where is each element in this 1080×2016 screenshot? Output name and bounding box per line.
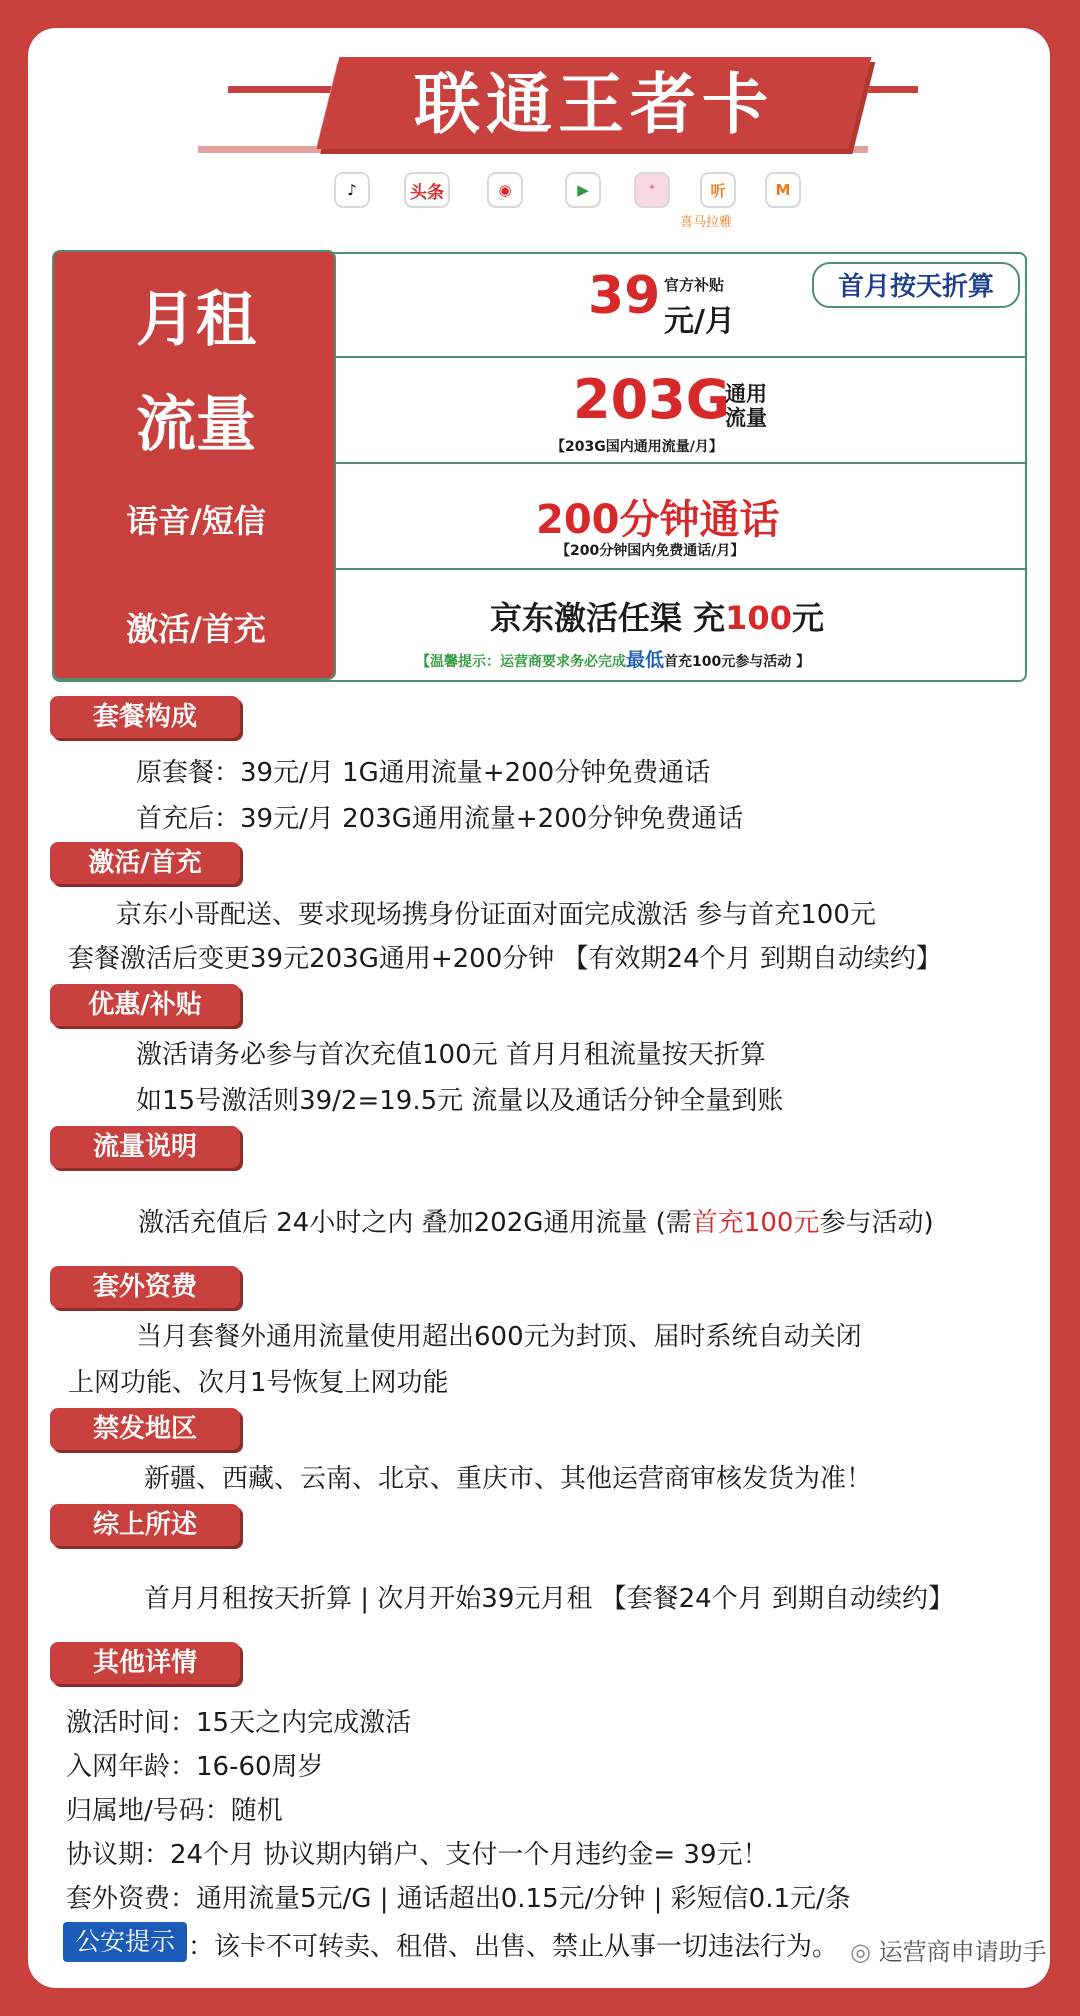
details-line-3: 归属地/号码：随机 <box>66 1796 283 1826</box>
voice-label: 语音/短信 <box>126 502 266 540</box>
netease-music-icon: ◉ <box>487 172 523 208</box>
section-tag-details: 其他详情 <box>50 1642 240 1684</box>
wechat-icon: ◎ <box>850 1938 879 1966</box>
bilibili-icon: ᐩ <box>634 172 670 208</box>
section-tag-data-desc: 流量说明 <box>50 1126 240 1168</box>
poster-card <box>28 28 1050 1988</box>
watermark: ◎ 运营商申请助手 <box>850 1938 1047 1966</box>
section-tag-activation: 激活/首充 <box>50 842 240 884</box>
voice-amount: 200分钟通话 <box>536 497 780 543</box>
data-tag-traffic: 流量 <box>725 406 767 430</box>
data-note: 【203G国内通用流量/月】 <box>551 439 723 455</box>
data-label: 流量 <box>136 390 256 460</box>
discount-line-1: 激活请务必参与首次充值100元 首月月租流量按天折算 <box>136 1040 766 1070</box>
police-tip-badge: 公安提示 <box>63 1922 187 1962</box>
banned-line-1: 新疆、西藏、云南、北京、重庆市、其他运营商审核发货为准！ <box>144 1464 873 1494</box>
row-divider <box>336 356 1027 358</box>
activation-line-1: 京东小哥配送、要求现场携身份证面对面完成激活 参与首充100元 <box>116 900 876 930</box>
section-tag-banned: 禁发地区 <box>50 1408 240 1450</box>
tencent-video-icon: ▶ <box>565 172 601 208</box>
ximalaya-caption: 喜马拉雅 <box>680 215 733 230</box>
first-month-badge: 首月按天折算 <box>812 262 1020 308</box>
summary-line-1: 首月月租按天折算 | 次月开始39元月租 【套餐24个月 到期自动续约】 <box>144 1584 954 1614</box>
details-line-1: 激活时间：15天之内完成激活 <box>66 1708 412 1738</box>
section-tag-summary: 综上所述 <box>50 1504 240 1546</box>
mangotv-icon: M <box>765 172 801 208</box>
price-value: 39 <box>588 266 661 326</box>
extra-fee-line-2: 上网功能、次月1号恢复上网功能 <box>68 1368 449 1398</box>
data-tag-general: 通用 <box>725 382 767 406</box>
price-unit: 元/月 <box>664 304 735 339</box>
toutiao-icon: 头条 <box>404 172 450 208</box>
activation-tip: 【温馨提示：运营商要求务必完成最低首充100元参与活动 】 <box>416 649 811 671</box>
activate-label: 激活/首充 <box>126 610 266 648</box>
data-amount: 203G <box>573 368 731 431</box>
row-divider <box>336 568 1027 570</box>
details-line-6: ：该卡不可转卖、租借、出售、禁止从事一切违法行为。 <box>188 1932 839 1962</box>
composition-line-1: 原套餐：39元/月 1G通用流量+200分钟免费通话 <box>136 758 711 788</box>
row-divider <box>336 462 1027 464</box>
activate-text: 京东激活任渠 充100元 <box>490 599 824 637</box>
voice-note: 【200分钟国内免费通话/月】 <box>556 543 745 559</box>
details-line-5: 套外资费：通用流量5元/G | 通话超出0.15元/分钟 | 彩短信0.1元/条 <box>66 1884 851 1914</box>
composition-line-2: 首充后：39元/月 203G通用流量+200分钟免费通话 <box>136 804 744 834</box>
discount-line-2: 如15号激活则39/2=19.5元 流量以及通话分钟全量到账 <box>136 1086 784 1116</box>
extra-fee-line-1: 当月套餐外通用流量使用超出600元为封顶、届时系统自动关闭 <box>136 1322 862 1352</box>
section-tag-discount: 优惠/补贴 <box>50 984 240 1026</box>
douyin-icon: ♪ <box>334 172 370 208</box>
page-title: 联通王者卡 <box>414 66 774 143</box>
section-tag-extra-fee: 套外资费 <box>50 1266 240 1308</box>
ximalaya-icon: 听 <box>700 172 736 208</box>
activation-line-2: 套餐激活后变更39元203G通用+200分钟 【有效期24个月 到期自动续约】 <box>68 944 942 974</box>
rent-label: 月租 <box>136 285 256 355</box>
section-tag-composition: 套餐构成 <box>50 696 240 738</box>
details-line-2: 入网年龄：16-60周岁 <box>66 1752 324 1782</box>
subsidy-label: 官方补贴 <box>664 276 725 294</box>
data-desc-line-1: 激活充值后 24小时之内 叠加202G通用流量 (需首充100元参与活动) <box>138 1208 934 1238</box>
details-line-4: 协议期：24个月 协议期内销户、支付一个月违约金= 39元！ <box>66 1840 769 1870</box>
plan-table-labels <box>52 250 336 680</box>
